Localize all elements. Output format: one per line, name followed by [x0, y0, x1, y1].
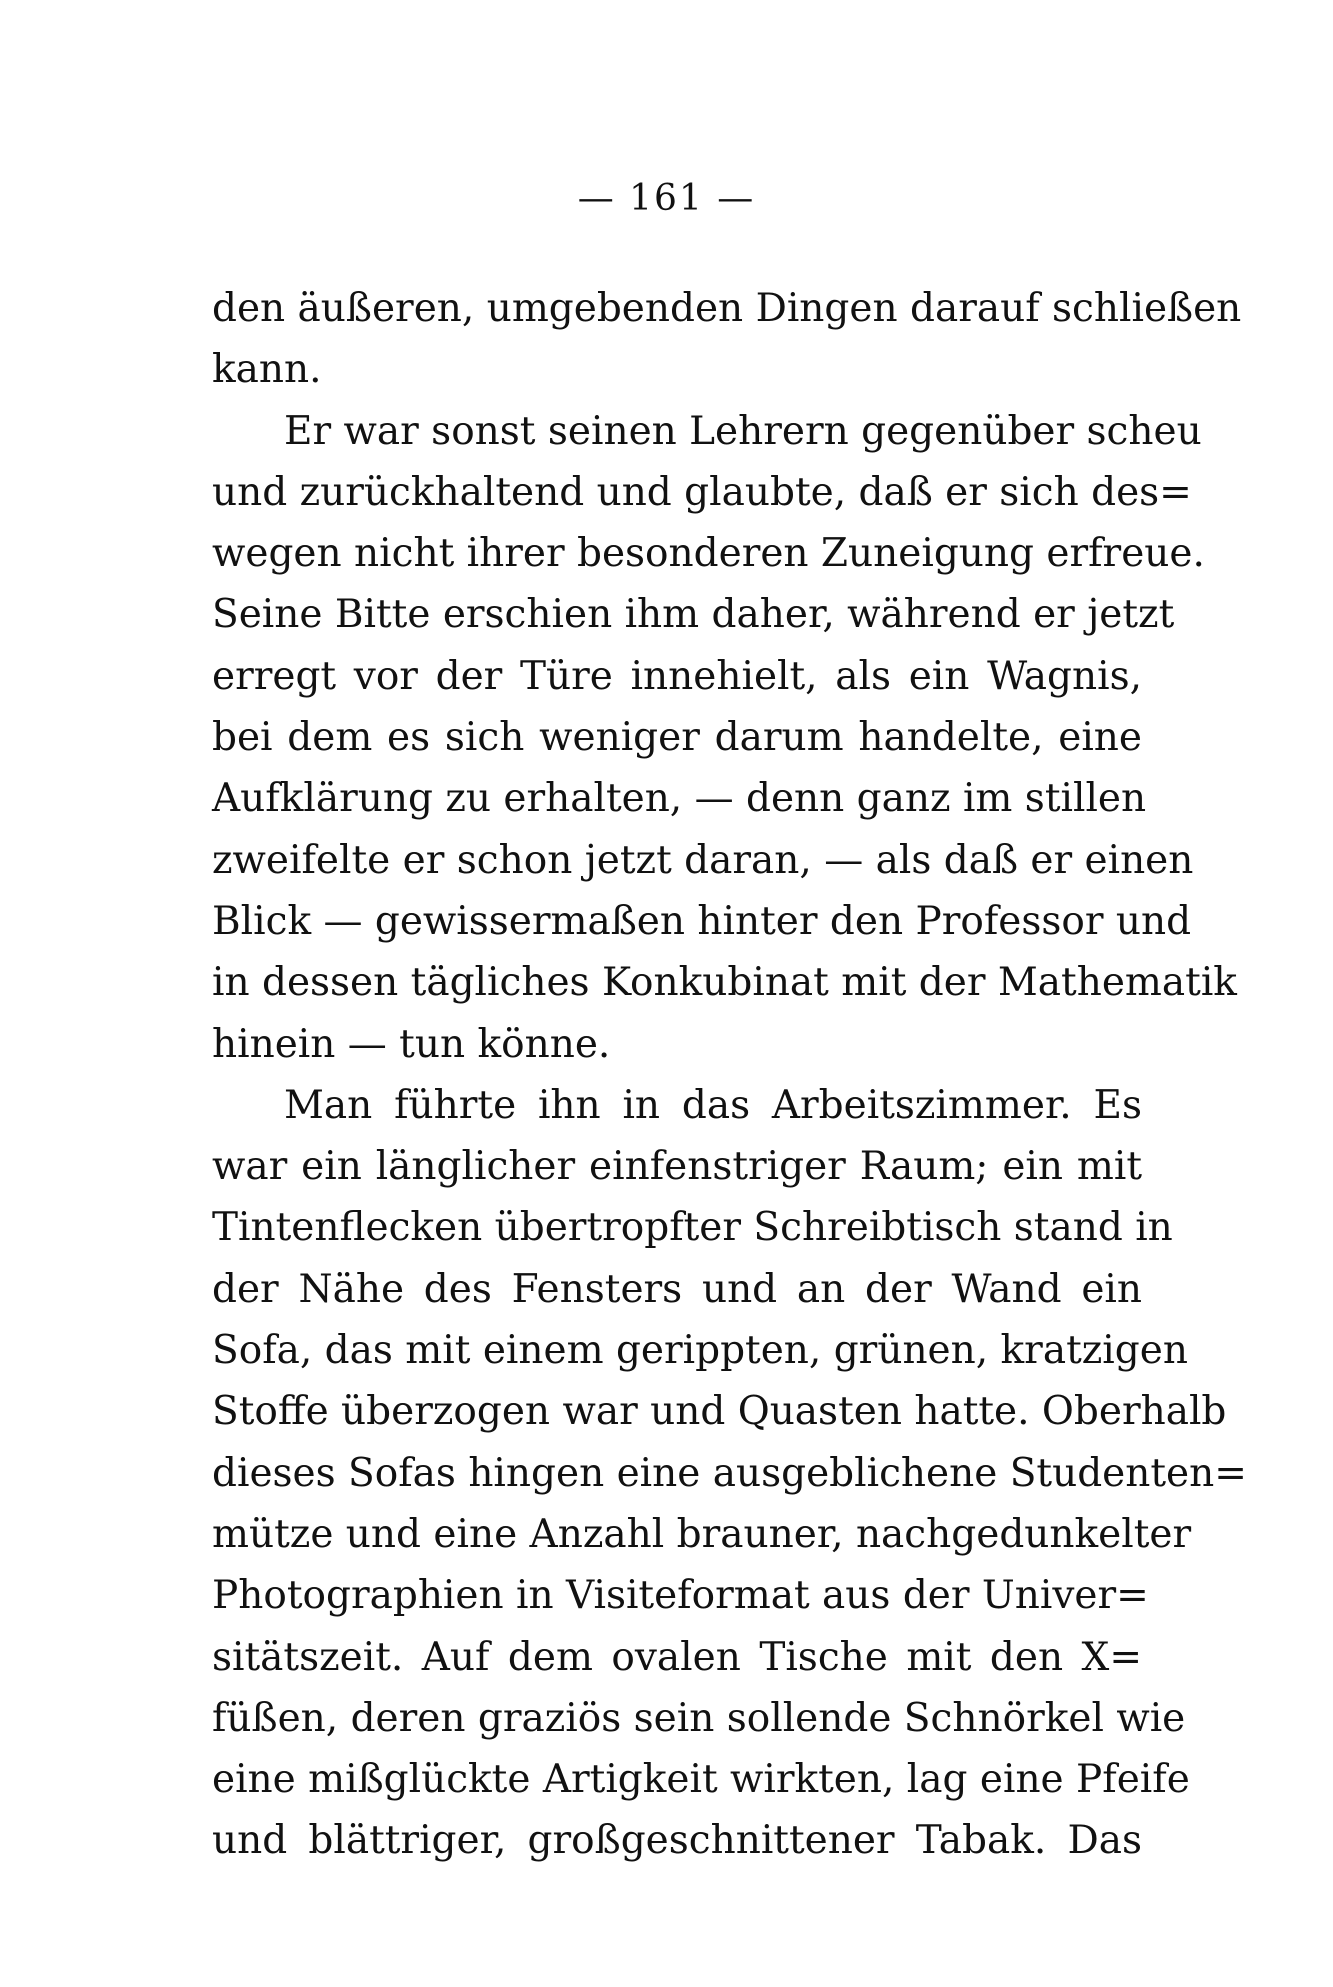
text-line: mütze und eine Anzahl brauner, nachgedunkelter	[212, 1511, 1192, 1557]
text-line: hinein — tun könne.	[212, 1021, 611, 1067]
text-line: Photographien in Visiteformat aus der Univer=	[212, 1573, 1149, 1619]
text-line: in dessen tägliches Konkubinat mit der Mathematik	[212, 960, 1237, 1006]
text-line: Tintenflecken übertropfter Schreibtisch stand in	[212, 1205, 1173, 1251]
text-line: Stoffe überzogen war und Quasten hatte. Oberhalb	[212, 1389, 1227, 1435]
text-line: Man führte ihn in das Arbeitszimmer. Es	[284, 1082, 1142, 1128]
text-line: und zurückhaltend und glaubte, daß er sich des=	[212, 469, 1192, 515]
text-line: bei dem es sich weniger darum handelte, eine	[212, 715, 1142, 761]
text-line: dieses Sofas hingen eine ausgeblichene Studenten=	[212, 1450, 1247, 1496]
text-line: Er war sonst seinen Lehrern gegenüber scheu	[284, 408, 1202, 454]
text-line: sitätszeit. Auf dem ovalen Tische mit den X=	[212, 1634, 1142, 1680]
text-line: war ein länglicher einfenstriger Raum; ein mit	[212, 1144, 1142, 1190]
text-line: Aufklärung zu erhalten, — denn ganz im stillen	[212, 776, 1147, 822]
text-line: füßen, deren graziös sein sollende Schnörkel wie	[212, 1695, 1186, 1741]
text-line: eine mißglückte Artigkeit wirkten, lag eine Pfeife	[212, 1757, 1190, 1803]
text-line: den äußeren, umgebenden Dingen darauf schließen	[212, 286, 1242, 331]
body-text	[212, 278, 1247, 1872]
text-line: Seine Bitte erschien ihm daher, während er jetzt	[212, 592, 1175, 638]
text-line: und blättriger, großgeschnittener Tabak. Das	[212, 1818, 1142, 1864]
text-line: erregt vor der Türe innehielt, als ein Wagnis,	[212, 653, 1142, 699]
text-line: Blick — gewissermaßen hinter den Professor und	[212, 898, 1192, 944]
text-line: kann.	[212, 347, 322, 393]
text-line: zweifelte er schon jetzt daran, — als daß er einen	[212, 837, 1194, 883]
page-number: — 161 —	[577, 178, 756, 219]
text-line: Sofa, das mit einem gerippten, grünen, kratzigen	[212, 1328, 1188, 1374]
text-line: der Nähe des Fensters und an der Wand ein	[212, 1266, 1142, 1312]
text-line: wegen nicht ihrer besonderen Zuneigung erfreue.	[212, 531, 1205, 577]
